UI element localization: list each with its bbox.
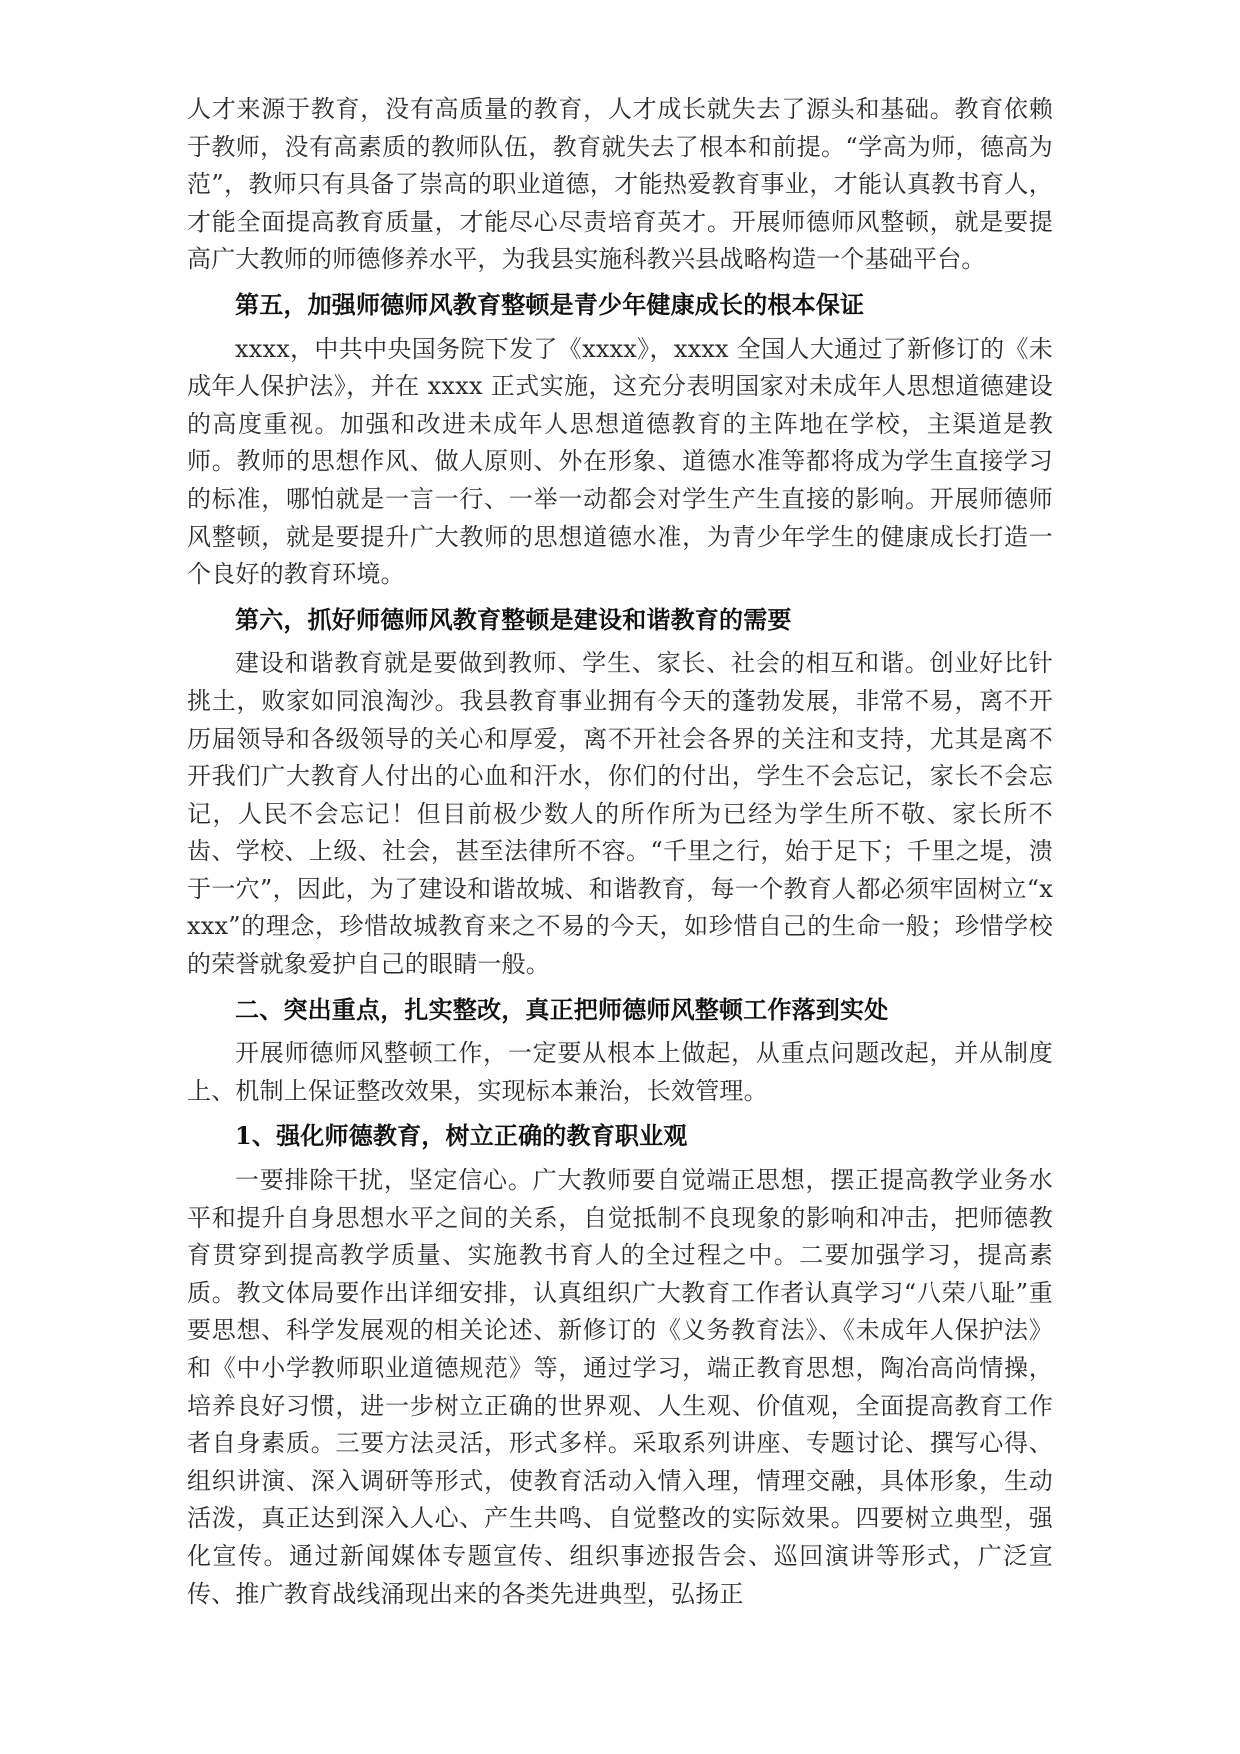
heading-subsection-1: 1、强化师德教育，树立正确的教育职业观 (235, 1121, 688, 1151)
paragraph-subsection-1: 一要排除干扰，坚定信心。广大教师要自觉端正思想，摆正提高教学业务水平和提升自身思想水平之间的关系，自觉抵制不良现象的影响和冲击，把师德教育贯穿到提高教学质量、实施教书育人的全过程之中。二要加强学习，提高素质。教文体局要作出详细安排，认真组织广大教育工作者认真学习“八荣八耻”重要思想、科学发展观的相关论述、新修订的《义务教育法》、《未成年人保护法》和《中小学教师职业道德规范》等，通过学习，端正教育思想，陶冶高尚情操，培养良好习惯，进一步树立正确的世界观、人生观、价值观，全面提高教育工作者自身素质。三要方法灵活，形式多样。采取系列讲座、专题讨论、撰写心得、组织讲演、深入调研等形式，使教育活动入情入理，情理交融，具体形象，生动活泼，真正达到深入人心、产生共鸣、自觉整改的实际效果。四要树立典型，强化宣传。通过新闻媒体专题宣传、组织事迹报告会、巡回演讲等形式，广泛宣传、推广教育战线涌现出来的各类先进典型，弘扬正 (187, 1166, 1053, 1608)
paragraph-section-5: xxxx，中共中央国务院下发了《xxxx》，xxxx 全国人大通过了新修订的《未成年人保护法》，并在 xxxx 正式实施，这充分表明国家对未成年人思想道德建设的高度重视。加强和改进未成年人思想道德教育的主阵地在学校，主渠道是教师。教师的思想作风、做人原则、外在形象、道德水准等都将成为学生直接学习的标准，哪怕就是一言一行、一举一动都会对学生产生直接的影响。开展师德师风整顿，就是要提升广大教师的思想道德水准，为青少年学生的健康成长打造一个良好的教育环境。 (187, 334, 1053, 589)
heading-section-6: 第六，抓好师德师风教育整顿是建设和谐教育的需要 (235, 604, 792, 634)
heading-section-5: 第五，加强师德师风教育整顿是青少年健康成长的根本保证 (235, 289, 865, 319)
document-body (187, 91, 1053, 1620)
paragraph-intro: 人才来源于教育，没有高质量的教育，人才成长就失去了源头和基础。教育依赖于教师，没有高素质的教师队伍，教育就失去了根本和前提。“学高为师，德高为范”，教师只有具备了崇高的职业道德，才能热爱教育事业，才能认真教书育人，才能全面提高教育质量，才能尽心尽责培育英才。开展师德师风整顿，就是要提高广大教师的师德修养水平，为我县实施科教兴县战略构造一个基础平台。 (187, 95, 1053, 274)
paragraph-section-6: 建设和谐教育就是要做到教师、学生、家长、社会的相互和谐。创业好比针挑土，败家如同浪淘沙。我县教育事业拥有今天的蓬勃发展，非常不易，离不开历届领导和各级领导的关心和厚爱，离不开社会各界的关注和支持，尤其是离不开我们广大教育人付出的心血和汗水，你们的付出，学生不会忘记，家长不会忘记，人民不会忘记！但目前极少数人的所作所为已经为学生所不敬、家长所不齿、学校、上级、社会，甚至法律所不容。“千里之行，始于足下；千里之堤，溃于一穴”，因此，为了建设和谐故城、和谐教育，每一个教育人都必须牢固树立“xxxx”的理念，珍惜故城教育来之不易的今天，如珍惜自己的生命一般；珍惜学校的荣誉就象爱护自己的眼睛一般。 (187, 649, 1053, 979)
heading-part-2: 二、突出重点，扎实整改，真正把师德师风整顿工作落到实处 (235, 994, 889, 1024)
paragraph-part-2: 开展师德师风整顿工作，一定要从根本上做起，从重点问题改起，并从制度上、机制上保证整改效果，实现标本兼治，长效管理。 (187, 1039, 1053, 1105)
